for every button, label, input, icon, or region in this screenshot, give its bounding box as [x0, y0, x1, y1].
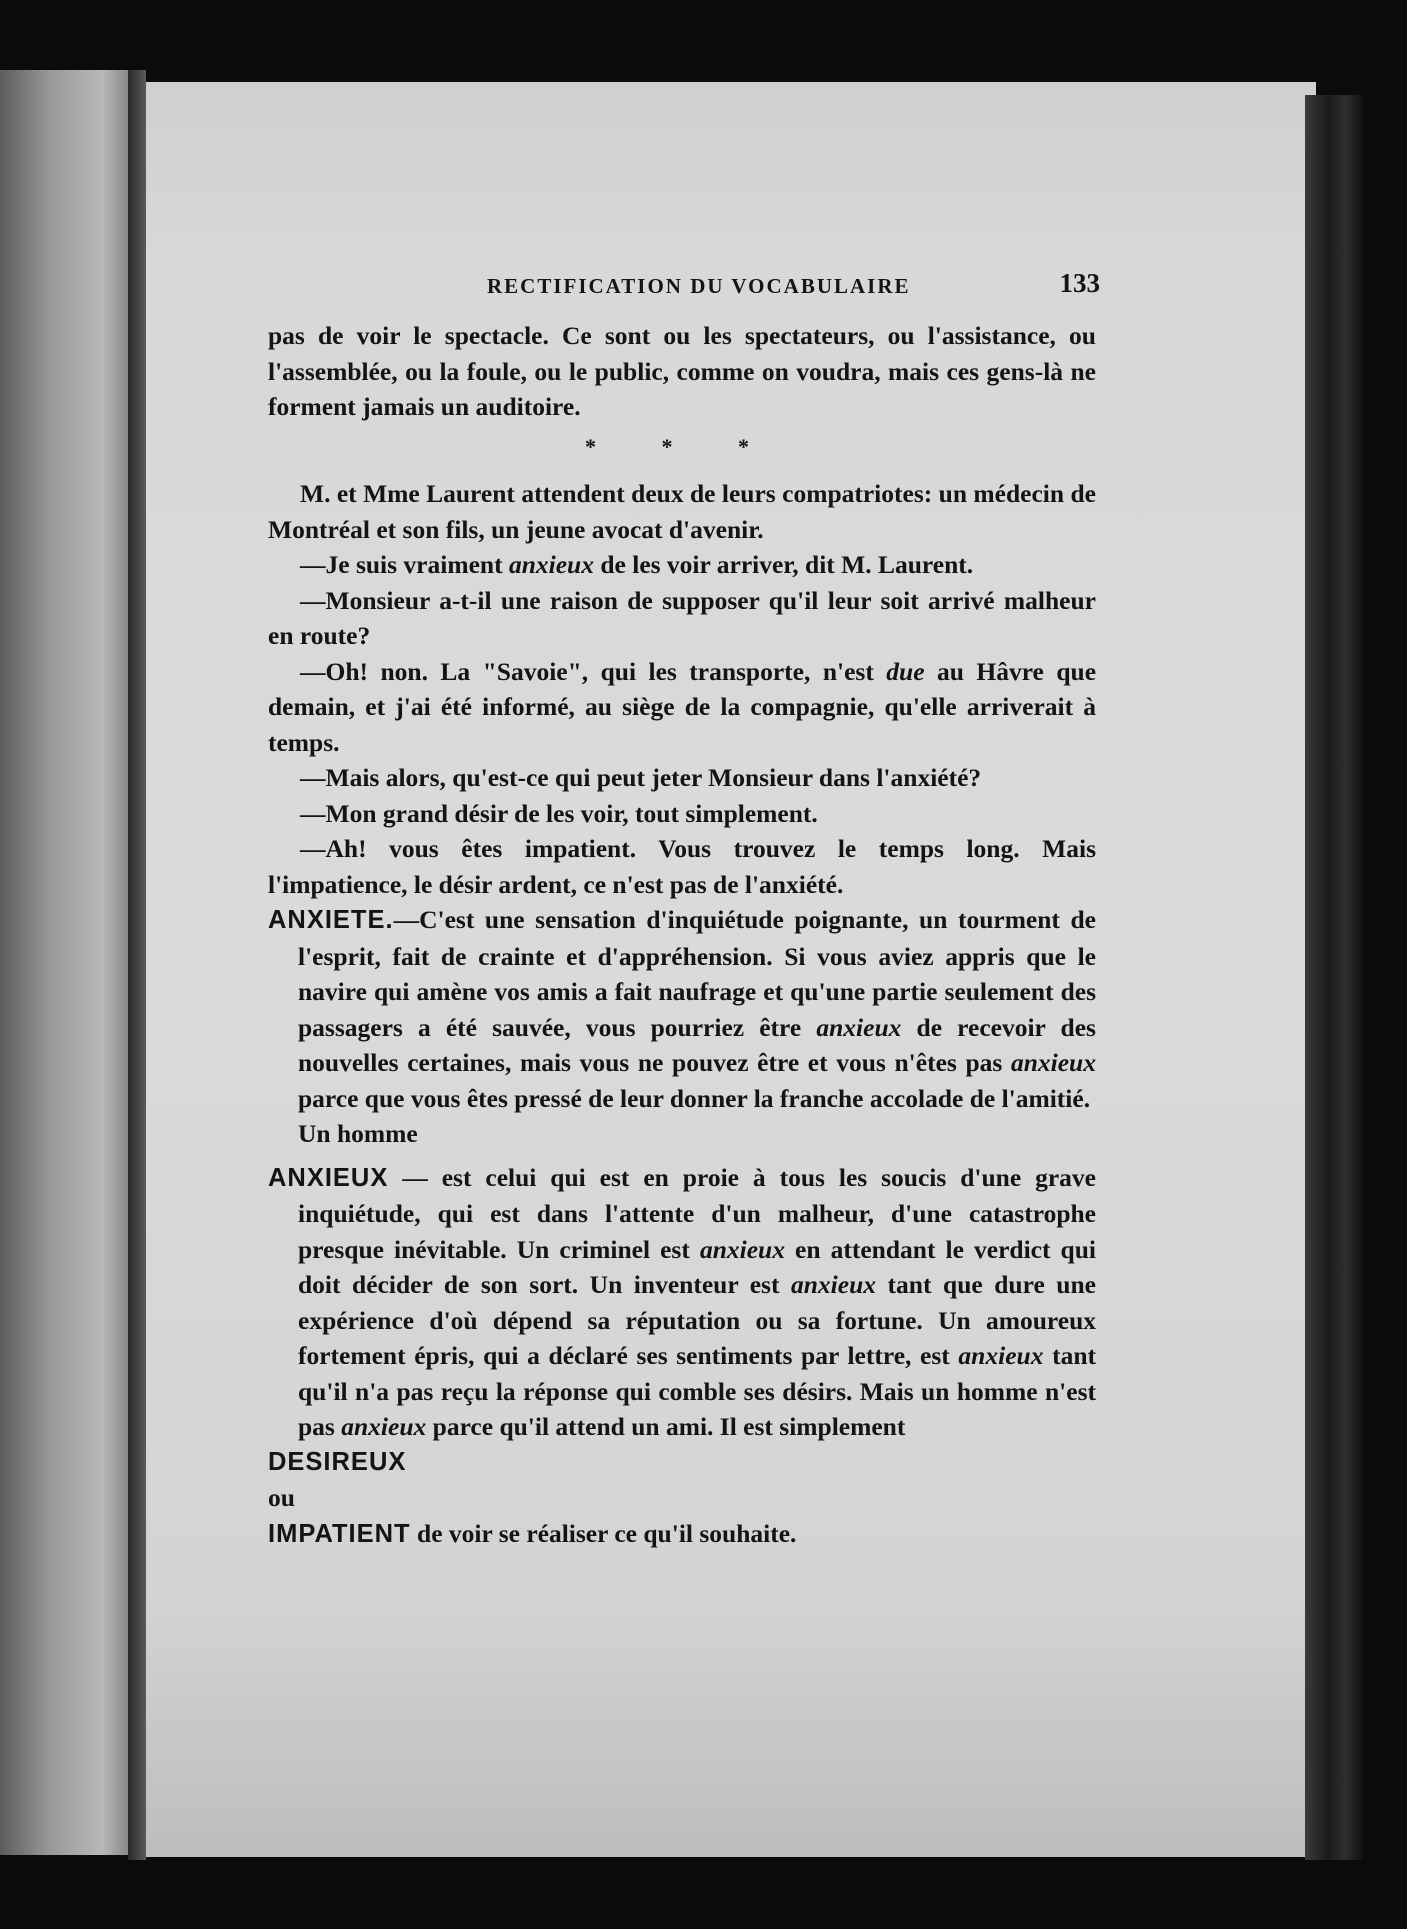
dialogue-line: —Mon grand désir de les voir, tout simplement.: [300, 798, 818, 828]
entry-anxiete: ANXIETE.—C'est une sensation d'inquiétude poignante, un tourment de l'esprit, fait de crainte et d'appréhension. Si vous aviez appris que le navire qui amène vos amis a fait naufrage et qu'une partie seulement des passagers a été sauvée, vous pourriez être anxieux de recevoir des nouvelles certaines, mais vous ne pouvez être et vous n'êtes pas anxieux parce que vous êtes pressé de leur donner la franche accolade de l'amitié.: [268, 905, 1096, 1113]
term-anxiete: ANXIETE.: [268, 906, 394, 934]
book-gutter: [128, 70, 146, 1860]
page-number: 133: [1059, 268, 1100, 298]
dialogue-line: —Je suis vraiment anxieux de les voir arriver, dit M. Laurent.: [300, 550, 974, 579]
dialogue-line: M. et Mme Laurent attendent deux de leurs compatriotes: un médecin de Montréal et son fils, un jeune avocat d'avenir.: [268, 479, 1096, 544]
term-anxieux: ANXIEUX: [268, 1163, 389, 1192]
entry-anxieux: ANXIEUX — est celui qui est en proie à tous les soucis d'une grave inquiétude, qui est dans l'attente d'un malheur, d'une catastrophe presque inévitable. Un criminel est anxieux en attendant le verdict qui doit décider de son sort. Un inventeur est anxieux tant que dure une expérience d'où dépend sa réputation ou sa fortune. Un amoureux fortement épris, qui a déclaré ses sentiments par lettre, est anxieux tant qu'il n'a pas reçu la réponse qui comble ses désirs. Mais un homme n'est pas anxieux parce qu'il attend un ami. Il est simplement: [268, 1162, 1097, 1441]
opening-paragraph: pas de voir le spectacle. Ce sont ou les spectateurs, ou l'assistance, ou l'assemblée, ou la foule, ou le public, comme on voudra, mais ces gens-là ne forment jamais un auditoire.: [268, 321, 1096, 421]
word-ou: ou: [268, 1483, 295, 1512]
dialogue-line: —Ah! vous êtes impatient. Vous trouvez le temps long. Mais l'impatience, le désir ardent, ce n'est pas de l'anxiété.: [268, 834, 1096, 899]
dialogue-line: —Monsieur a-t-il une raison de supposer qu'il leur soit arrivé malheur en route?: [268, 585, 1096, 650]
page-body: [268, 318, 1096, 1552]
term-impatient: IMPATIENT: [268, 1519, 411, 1548]
previous-page-edge: [0, 70, 128, 1855]
term-desireux: DESIREUX: [268, 1447, 407, 1476]
entry-anxiete-tail: Un homme: [298, 1119, 418, 1148]
entry-impatient: IMPATIENT de voir se réaliser ce qu'il souhaite.: [268, 1518, 797, 1548]
dialogue-line: —Oh! non. La "Savoie", qui les transporte, n'est due au Hâvre que demain, et j'ai été informé, au siège de la compagnie, qu'elle arriverait à temps.: [268, 656, 1097, 757]
running-title: RECTIFICATION DU VOCABULAIRE: [487, 274, 911, 298]
page-header: [240, 268, 1100, 308]
dialogue-line: —Mais alors, qu'est-ce qui peut jeter Monsieur dans l'anxiété?: [300, 763, 982, 792]
page-stack-edge: [1305, 95, 1363, 1860]
section-separator: * * *: [585, 433, 779, 459]
